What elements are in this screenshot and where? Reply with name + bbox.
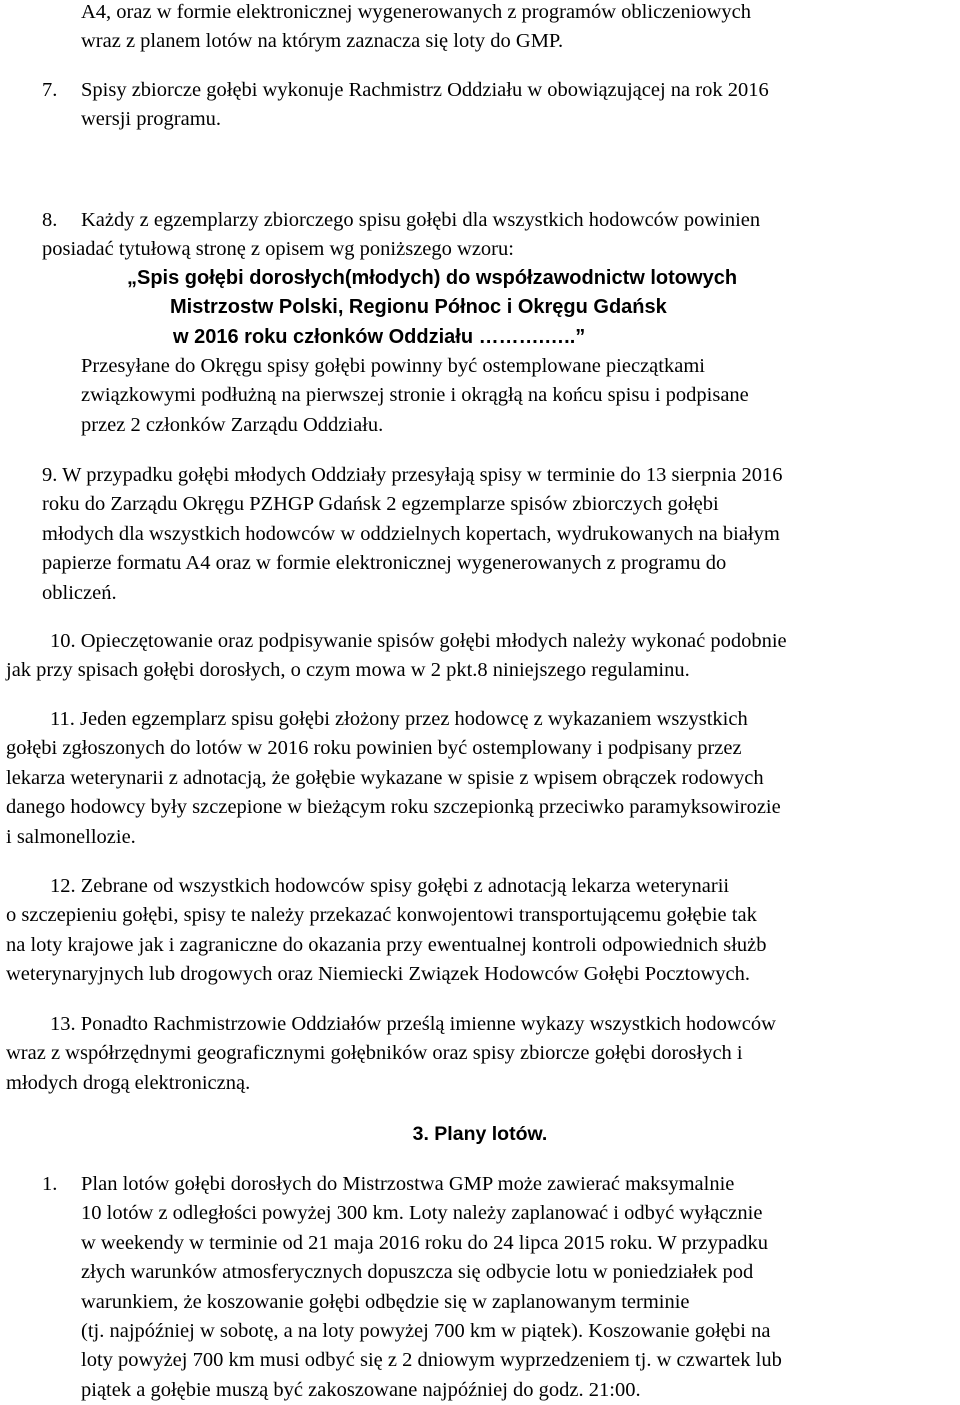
- text-line: na loty krajowe jak i zagraniczne do okazania przy ewentualnej kontroli odpowiednich służb: [6, 933, 767, 956]
- text-line: danego hodowcy były szczepione w bieżącym roku szczepionką przeciwko paramyksowirozie: [6, 796, 781, 819]
- section-heading-text: 3. Plany lotów.: [412, 1123, 548, 1145]
- text-line: przez 2 członków Zarządu Oddziału.: [81, 413, 384, 436]
- text-line: 10 lotów z odległości powyżej 300 km. Loty należy zaplanować i odbyć wyłącznie: [81, 1202, 763, 1225]
- item-12: [6, 872, 767, 990]
- text-line: i salmonellozie.: [6, 825, 136, 848]
- text-line: młodych drogą elektroniczną.: [6, 1071, 251, 1094]
- item-first-line: Opieczętowanie oraz podpisywanie spisów gołębi młodych należy wykonać podobnie: [80, 630, 787, 652]
- text-line: młodych dla wszystkich hodowców w oddzielnych kopertach, wydrukowanych na białym: [42, 522, 780, 545]
- text-line: [6, 705, 781, 734]
- text-line: [6, 627, 787, 656]
- text-line: [6, 1010, 776, 1039]
- item-number: 7.: [42, 79, 58, 101]
- item-11: [6, 705, 781, 852]
- text-line: o szczepieniu gołębi, spisy te należy przekazać konwojentowi transportującemu gołębie tak: [6, 904, 757, 927]
- text-line: [6, 872, 767, 901]
- text-line: jak przy spisach gołębi dorosłych, o czym mowa w 2 pkt.8 niniejszego regulaminu.: [6, 659, 690, 682]
- text-line: (tj. najpóźniej w sobotę, a na loty powyżej 700 km w piątek). Koszowanie gołębi na: [81, 1320, 771, 1343]
- item-first-line: W przypadku gołębi młodych Oddziały przesyłają spisy w terminie do 13 sierpnia 2016: [62, 464, 783, 486]
- item-10: [6, 627, 787, 686]
- item-number: 13.: [50, 1013, 76, 1035]
- item-first-line: Ponadto Rachmistrzowie Oddziałów prześlą imienne wykazy wszystkich hodowców: [80, 1013, 776, 1035]
- continuation-paragraph: [81, 0, 751, 57]
- item-number: 12.: [50, 875, 76, 897]
- text-line: Przesyłane do Okręgu spisy gołębi powinny być ostemplowane pieczątkami: [81, 355, 705, 377]
- text-line: papierze formatu A4 oraz w formie elektronicznej wygenerowanych z programu do: [42, 552, 727, 575]
- text-line: Spisy zbiorcze gołębi wykonuje Rachmistrz Oddziału w obowiązującej na rok 2016: [81, 79, 769, 101]
- text-line: Każdy z egzemplarzy zbiorczego spisu gołębi dla wszystkich hodowców powinien: [81, 209, 761, 231]
- text-line: obliczeń.: [42, 581, 117, 604]
- text-line: złych warunków atmosferycznych dopuszcza się odbycie lotu w poniedziałek pod: [81, 1261, 754, 1284]
- title-line: w 2016 roku członków Oddziału ……….…..”: [173, 325, 586, 348]
- text-line: weterynaryjnych lub drogowych oraz Niemiecki Związek Hodowców Gołębi Pocztowych.: [6, 963, 751, 986]
- text-line: w weekendy w terminie od 21 maja 2016 roku do 24 lipca 2015 roku. W przypadku: [81, 1231, 768, 1254]
- text-line: piątek a gołębie muszą być zakoszowane najpóźniej do godz. 21:00.: [81, 1378, 641, 1401]
- text-line: A4, oraz w formie elektronicznej wygenerowanych z programów obliczeniowych: [81, 1, 751, 23]
- item-number: 1.: [42, 1173, 58, 1195]
- text-line: posiadać tytułową stronę z opisem wg poniższego wzoru:: [42, 238, 514, 260]
- text-line: gołębi zgłoszonych do lotów w 2016 roku powinien być ostemplowany i podpisany przez: [6, 737, 742, 760]
- item-8-text-continued: [42, 235, 514, 264]
- text-line: Plan lotów gołębi dorosłych do Mistrzostwa GMP może zawierać maksymalnie: [81, 1173, 735, 1195]
- text-line: związkowymi podłużną na pierwszej stronie i okrągłą na końcu spisu i podpisane: [81, 384, 749, 407]
- item-8-text: [81, 206, 760, 235]
- title-line: „Spis gołębi dorosłych(młodych) do współzawodnictw lotowych: [127, 267, 738, 289]
- text-line: roku do Zarządu Okręgu PZHGP Gdańsk 2 egzemplarze spisów zbiorczych gołębi: [42, 493, 719, 516]
- item-7-text: [81, 76, 769, 135]
- text-line: [42, 461, 783, 490]
- item-first-line: Zebrane od wszystkich hodowców spisy gołębi z adnotacją lekarza weterynarii: [80, 875, 730, 897]
- item-number: 9.: [42, 464, 58, 486]
- text-line: lekarza weterynarii z adnotacją, że gołębie wykazane w spisie z wpisem obrączek rodowych: [6, 766, 764, 789]
- title-line: Mistrzostw Polski, Regionu Północ i Okręgu Gdańsk: [170, 296, 667, 319]
- item-first-line: Jeden egzemplarz spisu gołębi złożony przez hodowcę z wykazaniem wszystkich: [80, 708, 748, 730]
- text-line: wraz z planem lotów na którym zaznacza się loty do GMP.: [81, 30, 564, 53]
- text-line: warunkiem, że koszowanie gołębi odbędzie się w zaplanowanym terminie: [81, 1290, 690, 1313]
- item-8-after-text: [81, 352, 749, 440]
- plan-item-1-text: [81, 1170, 782, 1405]
- section-heading: [0, 1120, 960, 1149]
- text-line: wraz z współrzędnymi geograficznymi gołębników oraz spisy zbiorcze gołębi dorosłych i: [6, 1042, 743, 1065]
- item-number: 8.: [42, 209, 58, 231]
- title-page-template: [127, 264, 737, 352]
- item-9: [42, 461, 783, 608]
- text-line: loty powyżej 700 km musi odbyć się z 2 dniowym wyprzedzeniem tj. w czwartek lub: [81, 1349, 782, 1372]
- item-13: [6, 1010, 776, 1098]
- item-number: 11.: [50, 708, 75, 730]
- item-number: 10.: [50, 630, 76, 652]
- text-line: wersji programu.: [81, 108, 222, 131]
